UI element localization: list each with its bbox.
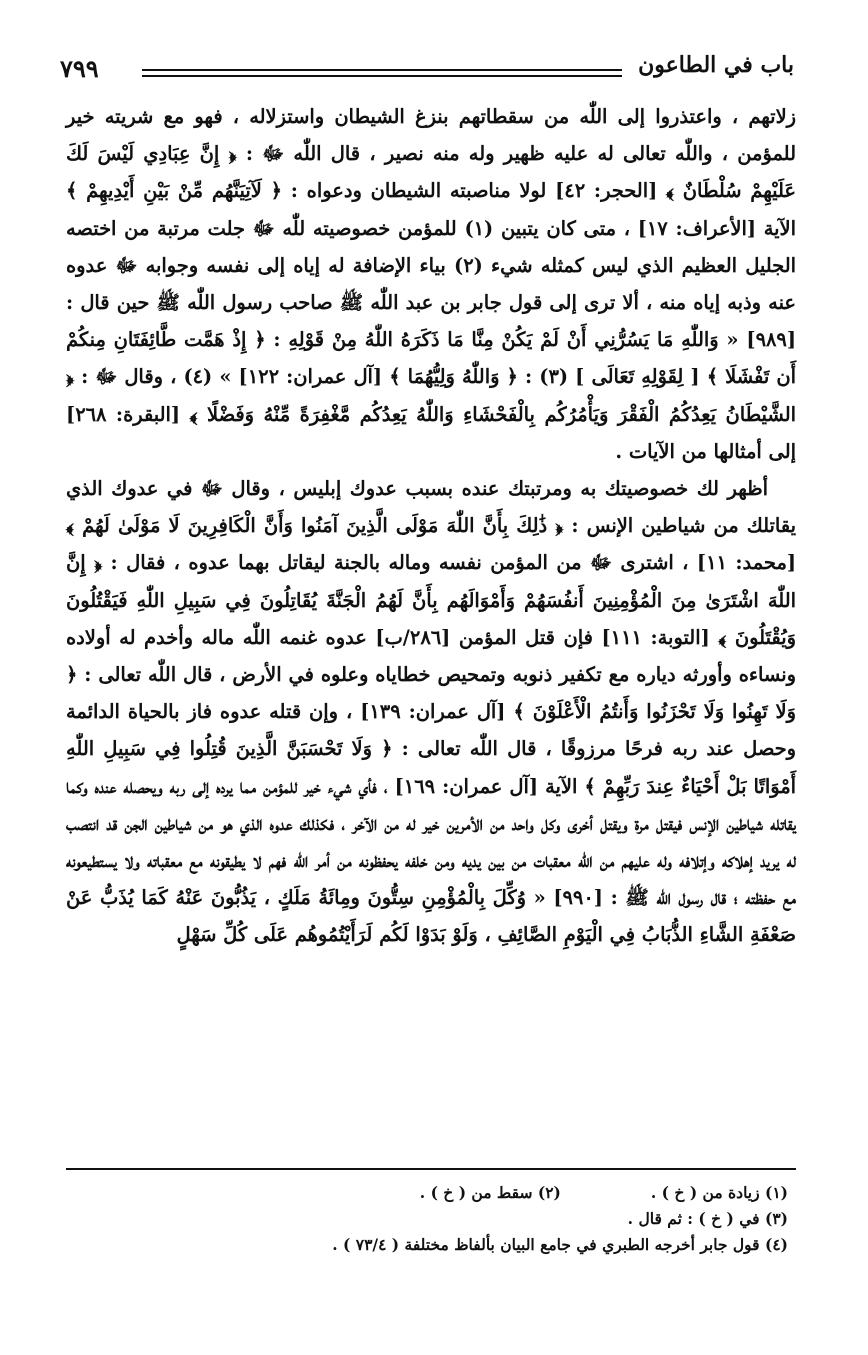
page-number: ٧٩٩ [60,54,99,83]
main-text [66,98,796,954]
paragraph: زلاتهم ، واعتذروا إلى اللّٰه من سقطاتهم بنزغ الشيطان واستزلاله ، فهو مع شريته خير للمؤمن ، واللّٰه تعالى له عليه ظهير وله منه نصير ، قال اللّٰه ﷻ : ﴿ إِنَّ عِبَادِي لَيْسَ لَكَ عَلَيْهِمْ سُلْطَانٌ ﴾ [الحجر: ٤٢] لولا مناصبته الشيطان ودعواه : ﴿ لَآتِيَنَّهُم مِّنْ بَيْنِ أَيْدِيهِمْ ﴾ الآية [الأعراف: ١٧] ، متى كان يتبين (١) للمؤمن خصوصيته للّٰه ﷻ جلت مرتبة من اختصه الجليل العظيم الذي ليس كمثله شيء (٢) بياء الإضافة له إياه إلى نفسه وجوابه ﷻ عدوه عنه وذبه إياه منه ، ألا ترى إلى قول جابر بن عبد اللّٰه ﷺ صاحب رسول اللّٰه ﷺ حين قال : [٩٨٩] « وَاللّٰهِ مَا يَسُرُّنِي أَنْ لَمْ يَكُنْ مِنَّا مَا ذَكَرَهُ اللّٰهُ مِنْ قَوْلِهِ : ﴿ إِذْ هَمَّت طَّائِفَتَانِ مِنكُمْ أَن تَفْشَلَا ﴾ [ لِقَوْلِهِ تَعَالَى ] (٣) : ﴿ وَاللّٰهُ وَلِيُّهُمَا ﴾ [آل عمران: ١٢٢] » (٤) ، وقال ﷻ : ﴿ الشَّيْطَانُ يَعِدُكُمُ الْفَقْرَ وَيَأْمُرُكُم بِالْفَحْشَاءِ وَاللّٰهُ يَعِدُكُم مَّغْفِرَةً مِّنْهُ وَفَضْلًا ﴾ [البقرة: ٢٦٨] إلى أمثالها من الآيات . [66,105,797,463]
footnote-4: (٤) قول جابر أخرجه الطبري في جامع البيان بألفاظ مختلفة ( ٧٣/٤ ) . [332,1235,788,1254]
footnote-3: (٣) في ( خ ) : ثم قال . [627,1209,788,1228]
header-rule [142,69,622,77]
footnotes [66,1180,788,1258]
footnote-divider [66,1168,796,1170]
footnote-2: (٢) سقط من ( خ ) . [419,1183,561,1202]
page-header [60,52,794,92]
paragraph: أظهر لك خصوصيتك به ومرتبتك عنده بسبب عدوك إبليس ، وقال ﷻ في عدوك الذي يقاتلك من شياطين الإنس : ﴿ ذَٰلِكَ بِأَنَّ اللّٰهَ مَوْلَى الَّذِينَ آمَنُوا وَأَنَّ الْكَافِرِينَ لَا مَوْلَىٰ لَهُمْ ﴾ [محمد: ١١] ، اشترى ﷻ من المؤمن نفسه وماله بالجنة ليقاتل بهما عدوه ، فقال : ﴿ إِنَّ اللّٰهَ اشْتَرَىٰ مِنَ الْمُؤْمِنِينَ أَنفُسَهُمْ وَأَمْوَالَهُم بِأَنَّ لَهُمُ الْجَنَّةَ يُقَاتِلُونَ فِي سَبِيلِ اللّٰهِ فَيَقْتُلُونَ وَيُقْتَلُونَ ﴾ [التوبة: ١١١] فإن قتل المؤمن [٢٨٦/ب] عدوه غنمه اللّٰه ماله وأخدم له أولاده ونساءه وأورثه دياره مع تكفير ذنوبه وتمحيص خطاياه وعلوه في الأرض ، قال اللّٰه تعالى : ﴿ وَلَا تَهِنُوا وَلَا تَحْزَنُوا وَأَنتُمُ الْأَعْلَوْنَ ﴾ [آل عمران: ١٣٩] ، وإن قتله عدوه فاز بالحياة الدائمة وحصل عند ربه فرحًا مرزوقًا ، قال اللّٰه تعالى : ﴿ وَلَا تَحْسَبَنَّ الَّذِينَ قُتِلُوا فِي سَبِيلِ اللّٰهِ أَمْوَاتًا بَلْ أَحْيَاءٌ عِندَ رَبِّهِمْ ﴾ الآية [آل عمران: ١٦٩] ، فأي شيء خير للمؤمن مما يرده إلى ربه ويحصله عنده وكما يقاتله شياطين الإنس فيقتل مرة ويقتل أخرى وكل واحد من الأمرين خير له من الآخر ، فكذلك عدوه الذي هو من شياطين الجن قد انتصب له يريد إهلاكه وإتلافه وله عليهم من اللّٰه معقبات من بين يديه ومن خلفه يحفظونه من أمر اللّٰه فهم لا يطيقونه مع معقباته ولا يستطيعونه مع حفظته ؛ قال رسول اللّٰه ﷺ : [٩٩٠] « وُكِّلَ بِالْمُؤْمِنِ سِتُّونَ ومِائَةُ مَلَكٍ ، يَذُبُّونَ عَنْهُ كَمَا يُذَبُّ عَنْ صَعْفَةِ الشَّاءِ الذُّبَابُ فِي الْيَوْمِ الصَّائِفِ ، وَلَوْ بَدَوْا لَكُم لَرَأَيْتُمُوهُم عَلَى كُلِّ سَهْلٍ [66,477,797,947]
footnote-1: (١) زيادة من ( خ ) . [650,1183,788,1202]
footnote-row [66,1180,788,1206]
running-title: باب في الطاعون [638,52,794,78]
